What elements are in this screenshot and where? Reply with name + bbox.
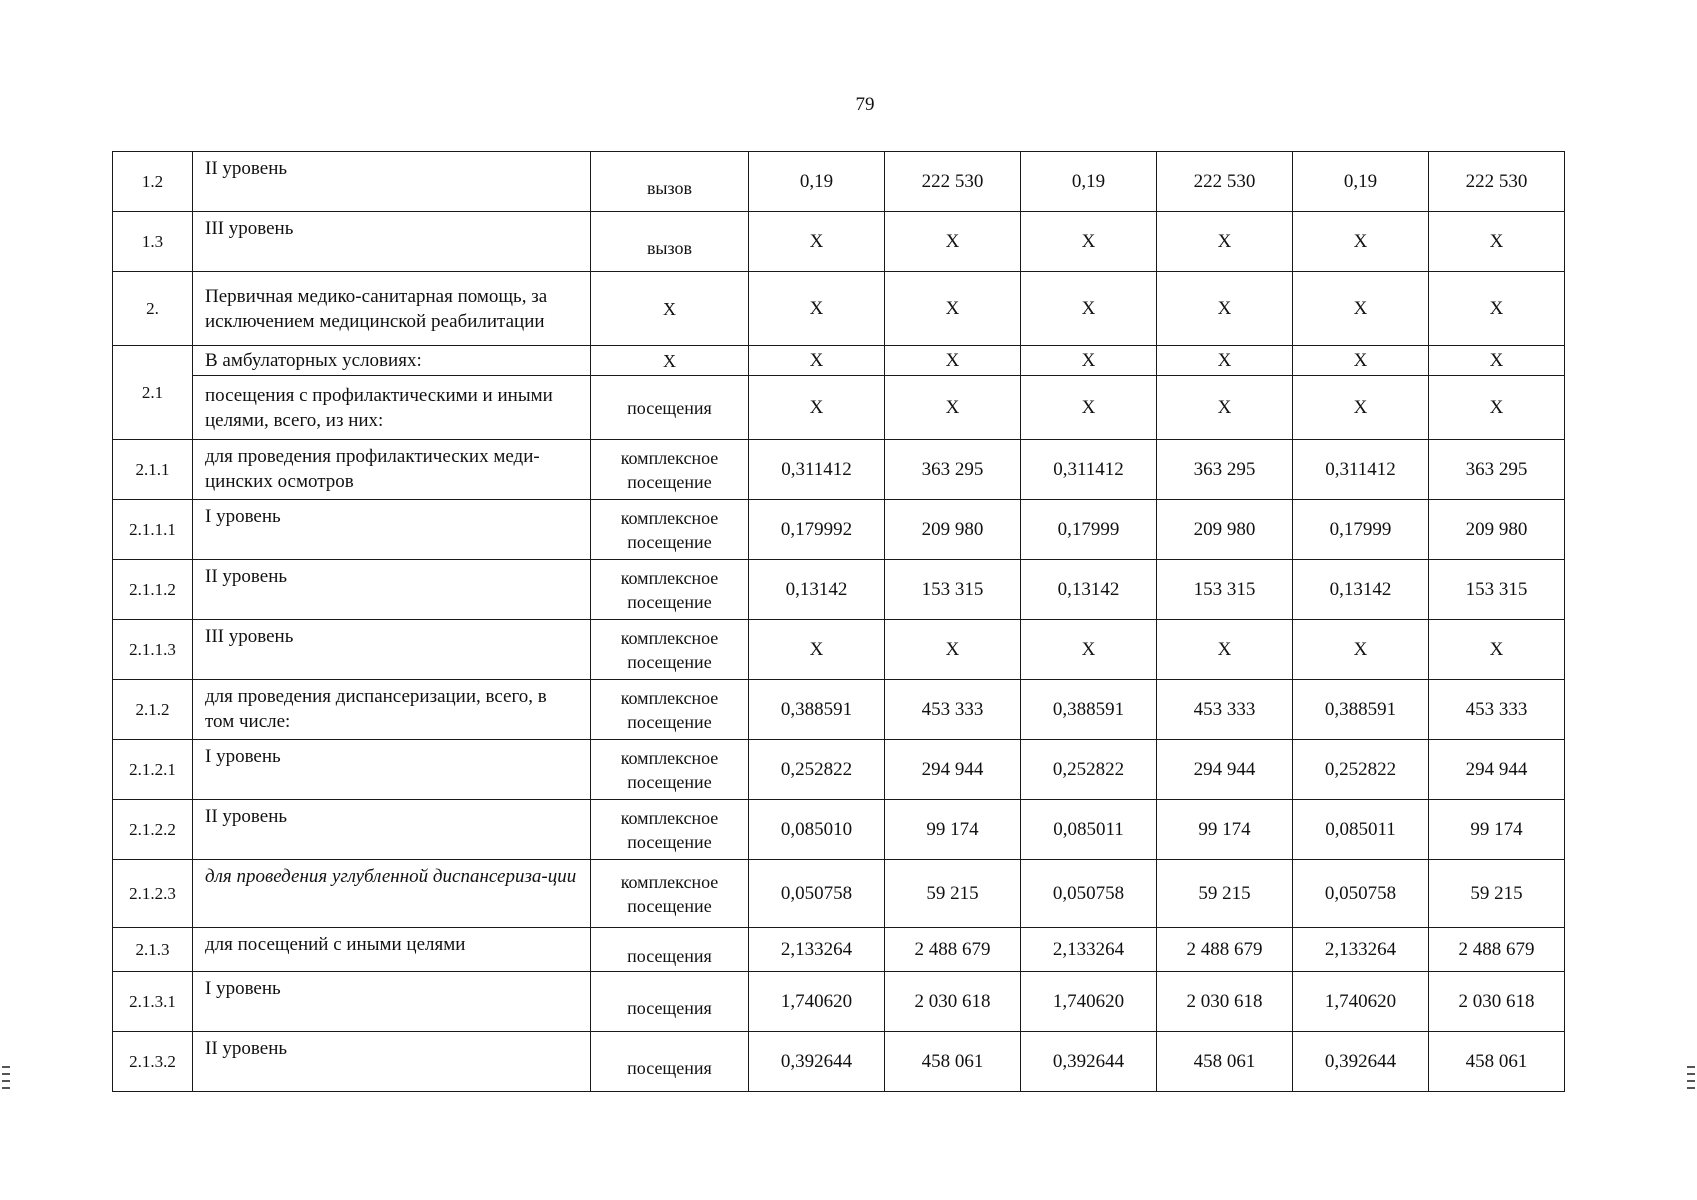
row-value: 1,740620 bbox=[1293, 972, 1429, 1032]
row-value: 2 030 618 bbox=[885, 972, 1021, 1032]
row-value: 0,13142 bbox=[1021, 560, 1157, 620]
row-value: 0,050758 bbox=[1293, 860, 1429, 928]
row-value: 2 488 679 bbox=[885, 928, 1021, 972]
row-value: 1,740620 bbox=[1021, 972, 1157, 1032]
left-margin-marks bbox=[2, 1066, 10, 1096]
row-value: 294 944 bbox=[1157, 740, 1293, 800]
row-value: Х bbox=[885, 376, 1021, 440]
row-value: Х bbox=[749, 346, 885, 376]
row-value: Х bbox=[1293, 620, 1429, 680]
row-value: Х bbox=[1021, 346, 1157, 376]
row-value: Х bbox=[749, 376, 885, 440]
page-number: 79 bbox=[855, 94, 875, 115]
row-name bbox=[193, 740, 591, 800]
table-body bbox=[113, 152, 1565, 1092]
row-unit: комплексное посещение bbox=[591, 800, 749, 860]
table-row bbox=[113, 376, 1565, 440]
row-name bbox=[193, 212, 591, 272]
row-value: Х bbox=[1157, 376, 1293, 440]
row-value: Х bbox=[749, 212, 885, 272]
row-value: 0,392644 bbox=[1021, 1032, 1157, 1092]
row-name bbox=[193, 680, 591, 740]
row-value: 222 530 bbox=[885, 152, 1021, 212]
row-name bbox=[193, 152, 591, 212]
row-value: Х bbox=[885, 346, 1021, 376]
row-value: 0,388591 bbox=[1021, 680, 1157, 740]
row-value: Х bbox=[1293, 346, 1429, 376]
row-code: 2.1.1.1 bbox=[113, 500, 193, 560]
row-value: 153 315 bbox=[1157, 560, 1293, 620]
row-value: 99 174 bbox=[885, 800, 1021, 860]
row-name-text: для посещений с иными целями bbox=[205, 934, 466, 955]
table-row bbox=[113, 440, 1565, 500]
row-value: 0,17999 bbox=[1021, 500, 1157, 560]
row-value: 0,252822 bbox=[1293, 740, 1429, 800]
row-unit: комплексное посещение bbox=[591, 620, 749, 680]
row-value: 294 944 bbox=[885, 740, 1021, 800]
row-unit: комплексное посещение bbox=[591, 500, 749, 560]
row-value: 453 333 bbox=[1429, 680, 1565, 740]
table-row bbox=[113, 680, 1565, 740]
row-value: Х bbox=[1157, 272, 1293, 346]
row-value: 2 030 618 bbox=[1429, 972, 1565, 1032]
row-value: Х bbox=[1429, 212, 1565, 272]
table-row bbox=[113, 1032, 1565, 1092]
row-unit: Х bbox=[591, 346, 749, 376]
row-value: Х bbox=[1021, 376, 1157, 440]
row-name-text: I уровень bbox=[205, 978, 281, 999]
row-code: 2.1.2.3 bbox=[113, 860, 193, 928]
row-unit: вызов bbox=[591, 152, 749, 212]
row-unit: посещения bbox=[591, 1032, 749, 1092]
row-value: 99 174 bbox=[1429, 800, 1565, 860]
row-name-text: посещения с профилактическими и иными целями, всего, из них: bbox=[205, 384, 553, 431]
row-value: 363 295 bbox=[885, 440, 1021, 500]
row-value: 0,19 bbox=[1293, 152, 1429, 212]
row-value: Х bbox=[749, 620, 885, 680]
row-name-text: I уровень bbox=[205, 506, 281, 527]
row-name bbox=[193, 560, 591, 620]
row-name-text: для проведения углубленной диспансериза-ции bbox=[205, 866, 577, 887]
row-value: 222 530 bbox=[1429, 152, 1565, 212]
row-unit: комплексное посещение bbox=[591, 740, 749, 800]
row-value: 0,050758 bbox=[749, 860, 885, 928]
row-value: 2 030 618 bbox=[1157, 972, 1293, 1032]
row-code: 2.1.3 bbox=[113, 928, 193, 972]
row-unit: посещения bbox=[591, 376, 749, 440]
row-value: 59 215 bbox=[1157, 860, 1293, 928]
row-code: 1.3 bbox=[113, 212, 193, 272]
row-value: 0,392644 bbox=[749, 1032, 885, 1092]
row-value: Х bbox=[1429, 346, 1565, 376]
row-value: Х bbox=[1021, 212, 1157, 272]
row-value: Х bbox=[885, 620, 1021, 680]
row-value: 0,252822 bbox=[1021, 740, 1157, 800]
row-value: 153 315 bbox=[1429, 560, 1565, 620]
row-code: 2.1.1 bbox=[113, 440, 193, 500]
row-value: Х bbox=[1021, 620, 1157, 680]
row-code: 2.1.2.2 bbox=[113, 800, 193, 860]
table-row bbox=[113, 500, 1565, 560]
row-value: 1,740620 bbox=[749, 972, 885, 1032]
row-value: Х bbox=[885, 212, 1021, 272]
row-value: 2,133264 bbox=[749, 928, 885, 972]
row-name bbox=[193, 272, 591, 346]
row-value: 0,19 bbox=[1021, 152, 1157, 212]
row-unit: комплексное посещение bbox=[591, 560, 749, 620]
row-unit: комплексное посещение bbox=[591, 860, 749, 928]
row-code: 2.1 bbox=[113, 346, 193, 440]
row-name bbox=[193, 928, 591, 972]
table-row bbox=[113, 740, 1565, 800]
row-value: 294 944 bbox=[1429, 740, 1565, 800]
row-value: 209 980 bbox=[1157, 500, 1293, 560]
row-name-text: Первичная медико-санитарная помощь, за исключением медицинской реабилитации bbox=[205, 285, 548, 332]
row-value: 0,19 bbox=[749, 152, 885, 212]
row-code: 2.1.1.3 bbox=[113, 620, 193, 680]
row-value: 0,388591 bbox=[749, 680, 885, 740]
table-row bbox=[113, 346, 1565, 376]
row-name-text: I уровень bbox=[205, 746, 281, 767]
row-unit: посещения bbox=[591, 972, 749, 1032]
table-row bbox=[113, 560, 1565, 620]
row-value: 0,085011 bbox=[1021, 800, 1157, 860]
row-value: 153 315 bbox=[885, 560, 1021, 620]
row-value: 99 174 bbox=[1157, 800, 1293, 860]
row-name bbox=[193, 1032, 591, 1092]
row-value: 0,311412 bbox=[1293, 440, 1429, 500]
row-name-text: для проведения профилактических меди-цинских осмотров bbox=[205, 446, 540, 492]
row-value: 0,311412 bbox=[1021, 440, 1157, 500]
table-row bbox=[113, 928, 1565, 972]
row-unit: Х bbox=[591, 272, 749, 346]
row-name-text: II уровень bbox=[205, 158, 288, 179]
row-value: 209 980 bbox=[885, 500, 1021, 560]
table-row bbox=[113, 152, 1565, 212]
row-value: 0,050758 bbox=[1021, 860, 1157, 928]
row-value: 0,388591 bbox=[1293, 680, 1429, 740]
row-code: 2.1.2 bbox=[113, 680, 193, 740]
row-value: Х bbox=[1021, 272, 1157, 346]
row-value: 458 061 bbox=[1429, 1032, 1565, 1092]
row-value: Х bbox=[1429, 376, 1565, 440]
row-value: Х bbox=[1157, 346, 1293, 376]
row-unit: посещения bbox=[591, 928, 749, 972]
row-code: 2.1.3.1 bbox=[113, 972, 193, 1032]
row-value: Х bbox=[1429, 272, 1565, 346]
table-row bbox=[113, 212, 1565, 272]
row-value: 458 061 bbox=[1157, 1032, 1293, 1092]
row-value: 222 530 bbox=[1157, 152, 1293, 212]
row-name bbox=[193, 440, 591, 500]
row-code: 1.2 bbox=[113, 152, 193, 212]
row-code: 2. bbox=[113, 272, 193, 346]
row-value: 59 215 bbox=[885, 860, 1021, 928]
row-value: 0,252822 bbox=[749, 740, 885, 800]
row-value: 453 333 bbox=[1157, 680, 1293, 740]
table-row bbox=[113, 860, 1565, 928]
row-value: 2,133264 bbox=[1293, 928, 1429, 972]
row-value: 0,13142 bbox=[749, 560, 885, 620]
row-name bbox=[193, 346, 591, 376]
row-value: 2,133264 bbox=[1021, 928, 1157, 972]
row-name-text: для проведения диспансеризации, всего, в том числе: bbox=[205, 686, 547, 732]
row-value: Х bbox=[1157, 212, 1293, 272]
row-name bbox=[193, 800, 591, 860]
row-value: 0,179992 bbox=[749, 500, 885, 560]
row-value: Х bbox=[1293, 272, 1429, 346]
right-margin-marks bbox=[1687, 1066, 1695, 1096]
row-unit: комплексное посещение bbox=[591, 440, 749, 500]
row-value: 0,085010 bbox=[749, 800, 885, 860]
row-name-text: II уровень bbox=[205, 1038, 288, 1059]
row-value: Х bbox=[1293, 212, 1429, 272]
row-name-text: III уровень bbox=[205, 626, 294, 647]
row-unit: вызов bbox=[591, 212, 749, 272]
row-value: Х bbox=[1293, 376, 1429, 440]
row-value: 363 295 bbox=[1429, 440, 1565, 500]
row-name-text: III уровень bbox=[205, 218, 294, 239]
row-value: Х bbox=[885, 272, 1021, 346]
table-row bbox=[113, 800, 1565, 860]
row-name bbox=[193, 500, 591, 560]
data-table bbox=[112, 151, 1565, 1092]
table-row bbox=[113, 620, 1565, 680]
row-value: 0,392644 bbox=[1293, 1032, 1429, 1092]
row-name bbox=[193, 620, 591, 680]
row-code: 2.1.1.2 bbox=[113, 560, 193, 620]
row-value: 2 488 679 bbox=[1157, 928, 1293, 972]
row-name-text: II уровень bbox=[205, 806, 288, 827]
row-value: 453 333 bbox=[885, 680, 1021, 740]
row-value: 0,13142 bbox=[1293, 560, 1429, 620]
row-value: Х bbox=[1429, 620, 1565, 680]
row-value: 59 215 bbox=[1429, 860, 1565, 928]
table-row bbox=[113, 272, 1565, 346]
row-code: 2.1.3.2 bbox=[113, 1032, 193, 1092]
row-name-text: II уровень bbox=[205, 566, 288, 587]
row-name-text: В амбулаторных условиях: bbox=[205, 350, 422, 371]
row-name bbox=[193, 376, 591, 440]
row-name bbox=[193, 860, 591, 928]
table-row bbox=[113, 972, 1565, 1032]
row-value: 458 061 bbox=[885, 1032, 1021, 1092]
row-value: 0,17999 bbox=[1293, 500, 1429, 560]
row-value: Х bbox=[1157, 620, 1293, 680]
row-value: 363 295 bbox=[1157, 440, 1293, 500]
row-value: 0,085011 bbox=[1293, 800, 1429, 860]
row-value: 209 980 bbox=[1429, 500, 1565, 560]
row-unit: комплексное посещение bbox=[591, 680, 749, 740]
row-code: 2.1.2.1 bbox=[113, 740, 193, 800]
row-value: 2 488 679 bbox=[1429, 928, 1565, 972]
row-value: Х bbox=[749, 272, 885, 346]
row-value: 0,311412 bbox=[749, 440, 885, 500]
row-name bbox=[193, 972, 591, 1032]
